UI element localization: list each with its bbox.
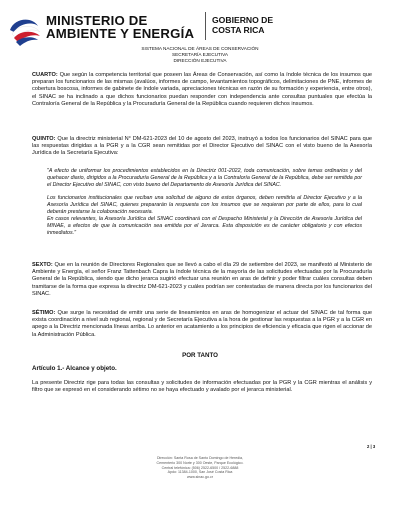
paragraph-label: CUARTO: bbox=[32, 72, 58, 78]
footer-line: Apdo: 11384-1000, San José Costa Rica bbox=[167, 470, 233, 475]
paragraph-quinto bbox=[32, 136, 372, 158]
article-1-text: La presente Directriz rige para todas las consultas y solicitudes de información efectuadas por la PGR y la CGR mientras el análisis y filtro que se expresó en el considerando sétimo no se haya efectuado y avalado por el jerarca ministerial. bbox=[32, 380, 372, 394]
paragraph-label: SÉTIMO: bbox=[32, 310, 56, 316]
footer-line: Cementerio 300 Norte y 300 Oeste, Parque Ecológico. bbox=[156, 460, 244, 465]
header-line: SECRETARÍA EJECUTIVA bbox=[171, 52, 229, 58]
header-divider bbox=[205, 12, 206, 40]
paragraph-label: SEXTO: bbox=[32, 262, 53, 268]
paragraph-setimo bbox=[32, 310, 372, 339]
quote-1: "A efecto de uniformar los procedimientos establecidos en la Directriz 001-2022, toda comunicación, sobre temas ordinarios y del quehacer diario, dirigidos a la Procuraduría General de la República y a la Contraloría General de la República, debe ser remitida por el Director Ejecutivo del SINAC, con visto bueno del Departamento de Asesoría Jurídica del SINAC. bbox=[47, 168, 362, 188]
footer-line: www.sinac.go.cr bbox=[187, 475, 213, 480]
header-line: DIRECCIÓN EJECUTIVA bbox=[173, 58, 227, 64]
page-number: 2 | 3 bbox=[367, 444, 376, 449]
header-line: SISTEMA NACIONAL DE ÁREAS DE CONSERVACIÓN bbox=[141, 46, 259, 51]
paragraph-text: Que según la competencia territorial que poseen las Áreas de Conservación, así como la índole técnica de los insumos que preparan los funcionarios de las mismas (avalúos, informes de campo, levantamientos topográficos, delimitaciones de PNE, informes de cobertura boscosa, informes de gabinete de índole variada, apreciaciones técnicas en razón de su formación y experiencia, entre otros), el SINAC se ha inclinado a que dichos funcionarios puedan responder con independencia ante consultas puntuales que efectúa la Contraloría General de la República y la Procuraduría General de la República cuando requieren dichos insumos. bbox=[32, 72, 372, 107]
por-tanto-heading: POR TANTO bbox=[182, 352, 218, 359]
footer-line: Central telefónica: (506) 2522-6500 / 2522-6888 bbox=[161, 465, 239, 470]
government-label: GOBIERNO DE COSTA RICA bbox=[212, 15, 274, 35]
footer-address bbox=[0, 456, 400, 480]
header-subtitle bbox=[0, 46, 400, 65]
paragraph-cuarto bbox=[32, 72, 372, 108]
paragraph-text: Que surge la necesidad de emitir una serie de lineamientos en aras de homogenizar el actuar del SINAC de tal forma que exista coordinación a nivel sub regional, regional y de Secretaría Ejecutiva a la hora de gestionar las respuestas a la PGR y a la CGR en apego a la Directriz mencionada líneas arriba. Lo anterior en acatamiento a los principios de eficiencia y eficacia que rigen el accionar de la Administración Pública. bbox=[32, 310, 372, 338]
paragraph-text: Que la directriz ministerial N° DM-621-2023 del 10 de agosto del 2023, instruyó a todos los funcionarios del SINAC para que las respuestas dirigidas a la PGR y a la CGR sean remitidas por el Director Ejecutivo del SINAC con el visto bueno de la Asesoría Jurídica de la Secretaría Ejecutiva: bbox=[32, 136, 372, 157]
footer-line: Dirección: Santa Rosa de Santo Domingo de Heredia, bbox=[156, 456, 244, 460]
quote-2: Los funcionarios institucionales que reciban una solicitud de alguno de estos órganos, deben remitirla al Director Ejecutivo y a la Asesoría Jurídica del SINAC, quienes prepararán la respuesta con los insumos que se requieran por parte de ellos, para lo cual deberán prestarse la colaboración necesaria. bbox=[47, 195, 362, 215]
costa-rica-flag-logo bbox=[4, 10, 44, 50]
article-1-heading: Artículo 1.- Alcance y objeto. bbox=[32, 365, 117, 372]
ministry-title: MINISTERIO DE AMBIENTE Y ENERGÍA bbox=[46, 13, 195, 41]
paragraph-sexto bbox=[32, 262, 372, 298]
paragraph-text: Que en la reunión de Directores Regionales que se llevó a cabo el día 29 de setiembre del 2023, se manifestó al Ministerio de Ambiente y Energía, el señor Franz Tattenbach Capra la índole técnica de la mayoría de las solicitudes efectuadas por la Procuraduría General de la República, siendo que dicho jerarca sugirió efectuar una reunión en aras de definir y poder filtrar cuáles consultas deben tramitarse de la forma que expresa la directriz DM-621-2023 y cuáles podrían ser contestadas de manera directa por los funcionarios del SINAC. bbox=[32, 262, 372, 297]
quote-3: En casos relevantes, la Asesoría Jurídica del SINAC coordinará con el Despacho Ministerial y la Dirección de Asesoría Jurídica del MINAE, a efectos de que la comunicación sea emitida por el Jerarca. Esta disposición es de carácter obligatorio y con efectos inmediatos." bbox=[47, 216, 362, 236]
paragraph-label: QUINTO: bbox=[32, 136, 56, 142]
